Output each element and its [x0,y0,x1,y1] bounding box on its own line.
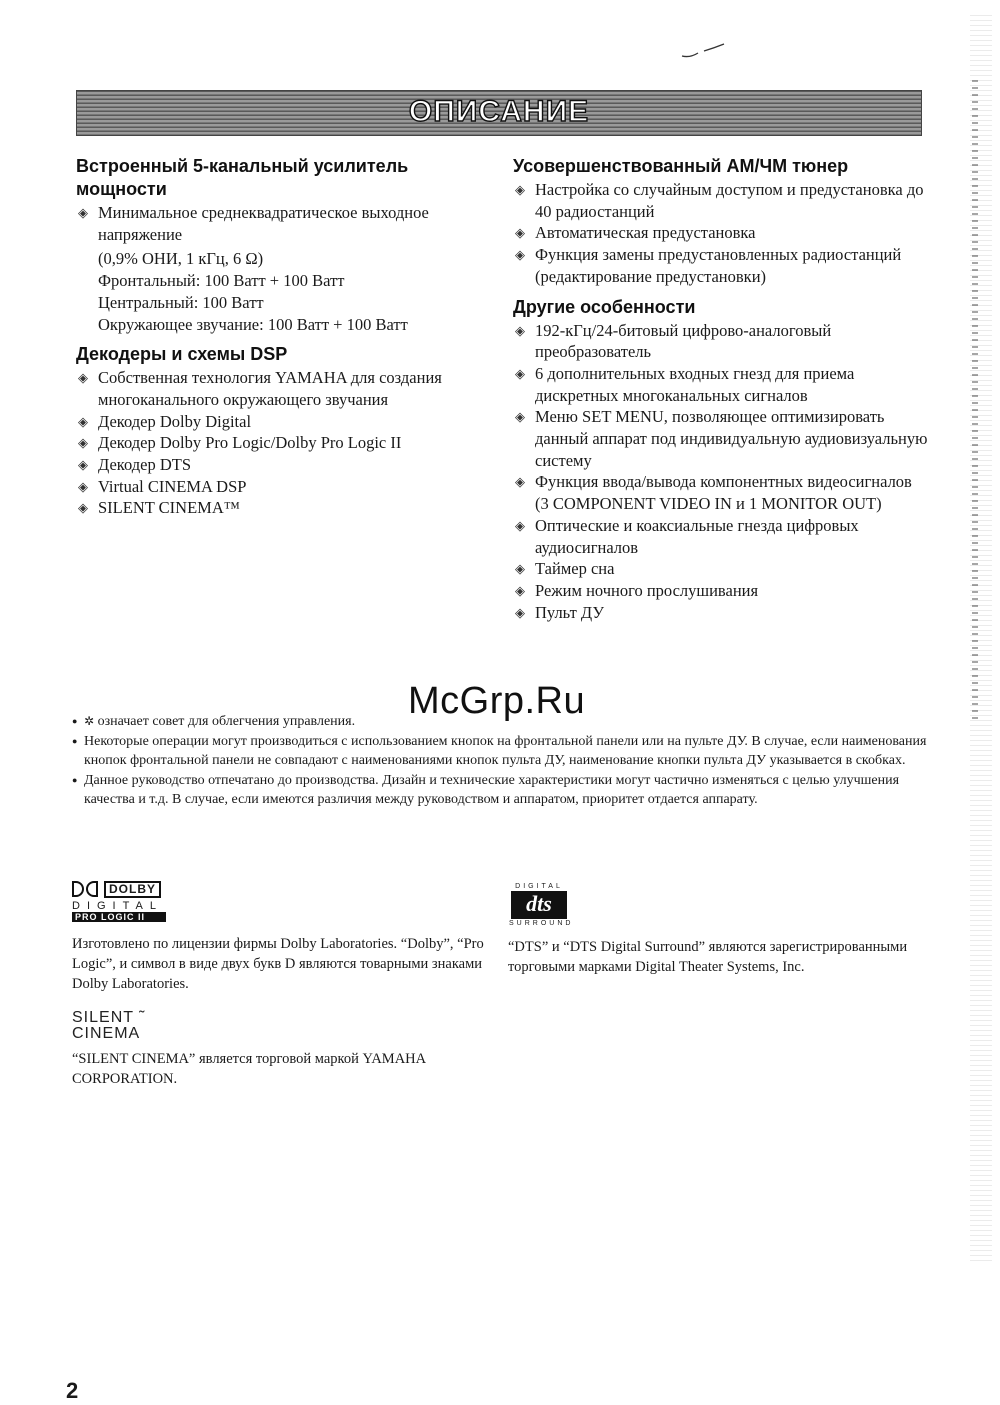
list-item: ◈ Минимальное среднеквадратическое выходное напряжение [78,203,429,244]
list-item: ◈ Декодер DTS [78,455,191,475]
list-item: ◈ Собственная технология YAMAHA для создания многоканального окружающего звучания [78,368,442,409]
spec-line: (0,9% ОНИ, 1 кГц, 6 Ω) [98,249,264,269]
page-title: ОПИСАНИЕ [408,95,590,128]
diamond-bullet-icon: ◈ [515,604,525,620]
diamond-bullet-icon: ◈ [515,225,525,241]
feature-list [76,367,496,519]
right-column [513,155,933,623]
bullet-dot-icon: ● [72,735,78,746]
section-heading: Усовершенствованный АМ/ЧМ тюнер [513,156,849,176]
list-item: ◈ Таймер сна [515,559,615,579]
scan-edge-marks [972,80,978,720]
list-item: ◈ Virtual CINEMA DSP [78,476,247,496]
double-d-icon [72,881,100,897]
left-column [76,155,496,519]
diamond-bullet-icon: ◈ [515,582,525,598]
section-heading: Другие особенности [513,296,696,317]
list-item: ◈ Пульт ДУ [515,602,605,622]
list-item: ◈ Оптические и коаксиальные гнезда цифровых аудиосигналов [515,515,859,557]
dolby-logo: DOLBY DIGITAL PRO LOGIC II [72,880,168,922]
list-item: ◈ Функция ввода/вывода компонентных видеосигналов (3 COMPONENT VIDEO IN и 1 MONITOR OUT) [515,472,912,514]
list-item: ◈ Декодер Dolby Digital [78,411,252,431]
diamond-bullet-icon: ◈ [515,182,525,197]
diamond-bullet-icon: ◈ [78,435,88,451]
diamond-bullet-icon: ◈ [515,561,525,577]
bullet-dot-icon: ● [72,774,78,785]
list-item: ◈ Меню SET MENU, позволяющее оптимизировать данный аппарат под индивидуальную аудиовизуальную систему [515,407,928,470]
diamond-bullet-icon: ◈ [515,365,525,381]
spec-line: Центральный: 100 Ватт [98,292,264,312]
dolby-trademark-text: Изготовлено по лицензии фирмы Dolby Laboratories. “Dolby”, “Pro Logic”, и символ в виде двух букв D являются товарными знаками Dolby Laboratories. [72,936,484,992]
diamond-bullet-icon: ◈ [78,205,88,220]
diamond-bullet-icon: ◈ [515,409,525,425]
list-item: ◈ 6 дополнительных входных гнезд для приема дискретных многоканальных сигналов [515,363,855,405]
tip-icon: ✲ [84,714,95,728]
list-item: ◈ Настройка со случайным доступом и предустановка до 40 радиостанций [515,180,924,221]
diamond-bullet-icon: ◈ [78,500,88,516]
diamond-bullet-icon: ◈ [78,457,88,473]
list-item: ◈ Декодер Dolby Pro Logic/Dolby Pro Logic II [78,433,402,453]
list-item: ◈ SILENT CINEMA™ [78,498,240,518]
list-item: ◈ Автоматическая предустановка [515,223,756,243]
feature-list [76,202,496,245]
list-item: ◈ Функция замены предустановленных радиостанций (редактирование предустановки) [515,245,902,286]
silent-cinema-trademark-text: “SILENT CINEMA” является торговой маркой YAMAHA CORPORATION. [72,1051,426,1087]
diamond-bullet-icon: ◈ [78,478,88,494]
diamond-bullet-icon: ◈ [78,370,88,386]
diamond-bullet-icon: ◈ [515,247,525,263]
watermark: McGrp.Ru [408,680,586,722]
section-heading: Встроенный 5-канальный усилитель мощности [76,156,409,199]
diamond-bullet-icon: ◈ [515,517,525,533]
diamond-bullet-icon: ◈ [515,474,525,490]
dts-trademark-text: “DTS” и “DTS Digital Surround” являются зарегистрированными торговыми марками Digital Theater Systems, Inc. [508,939,908,975]
pen-mark [680,42,726,60]
diamond-bullet-icon: ◈ [515,322,525,338]
list-item: ◈ 192-кГц/24-битовый цифрово-аналоговый преобразователь [515,320,832,362]
note-item: ● Некоторые операции могут производиться с использованием кнопок на фронтальной панели или на пульте ДУ. В случае, если наименования кнопок фронтальной панели не совпадают с наименованиями кнопок пульта ДУ, наименование кнопки пульта ДУ указывается в скобках. [72,733,927,768]
diamond-bullet-icon: ◈ [78,413,88,429]
spec-line: Фронтальный: 100 Ватт + 100 Ватт [98,271,345,291]
feature-list [513,179,933,288]
list-item: ◈ Режим ночного прослушивания [515,580,759,600]
notes-block [72,712,932,810]
silent-cinema-logo: SILENT ˜ CINEMA [72,1009,146,1042]
section-heading: Декодеры и схемы DSP [76,344,288,365]
page-number: 2 [66,1378,79,1403]
feature-list [513,320,933,624]
spec-line: Окружающее звучание: 100 Ватт + 100 Ватт [98,314,408,334]
note-item: ● Данное руководство отпечатано до производства. Дизайн и технические характеристики могут частично изменяться с целью улучшения качества и т.д. В случае, если имеются различия между руководством и аппаратом, приоритет отдается аппарату. [72,772,900,807]
bullet-dot-icon: ● [72,716,78,726]
component-note: (3 COMPONENT VIDEO IN и 1 MONITOR OUT) [535,494,882,514]
note-item: ● ✲ означает совет для облегчения управления. [72,712,932,732]
dts-logo: DIGITAL dts SURROUND [509,883,574,927]
section-title-bar [76,90,922,136]
